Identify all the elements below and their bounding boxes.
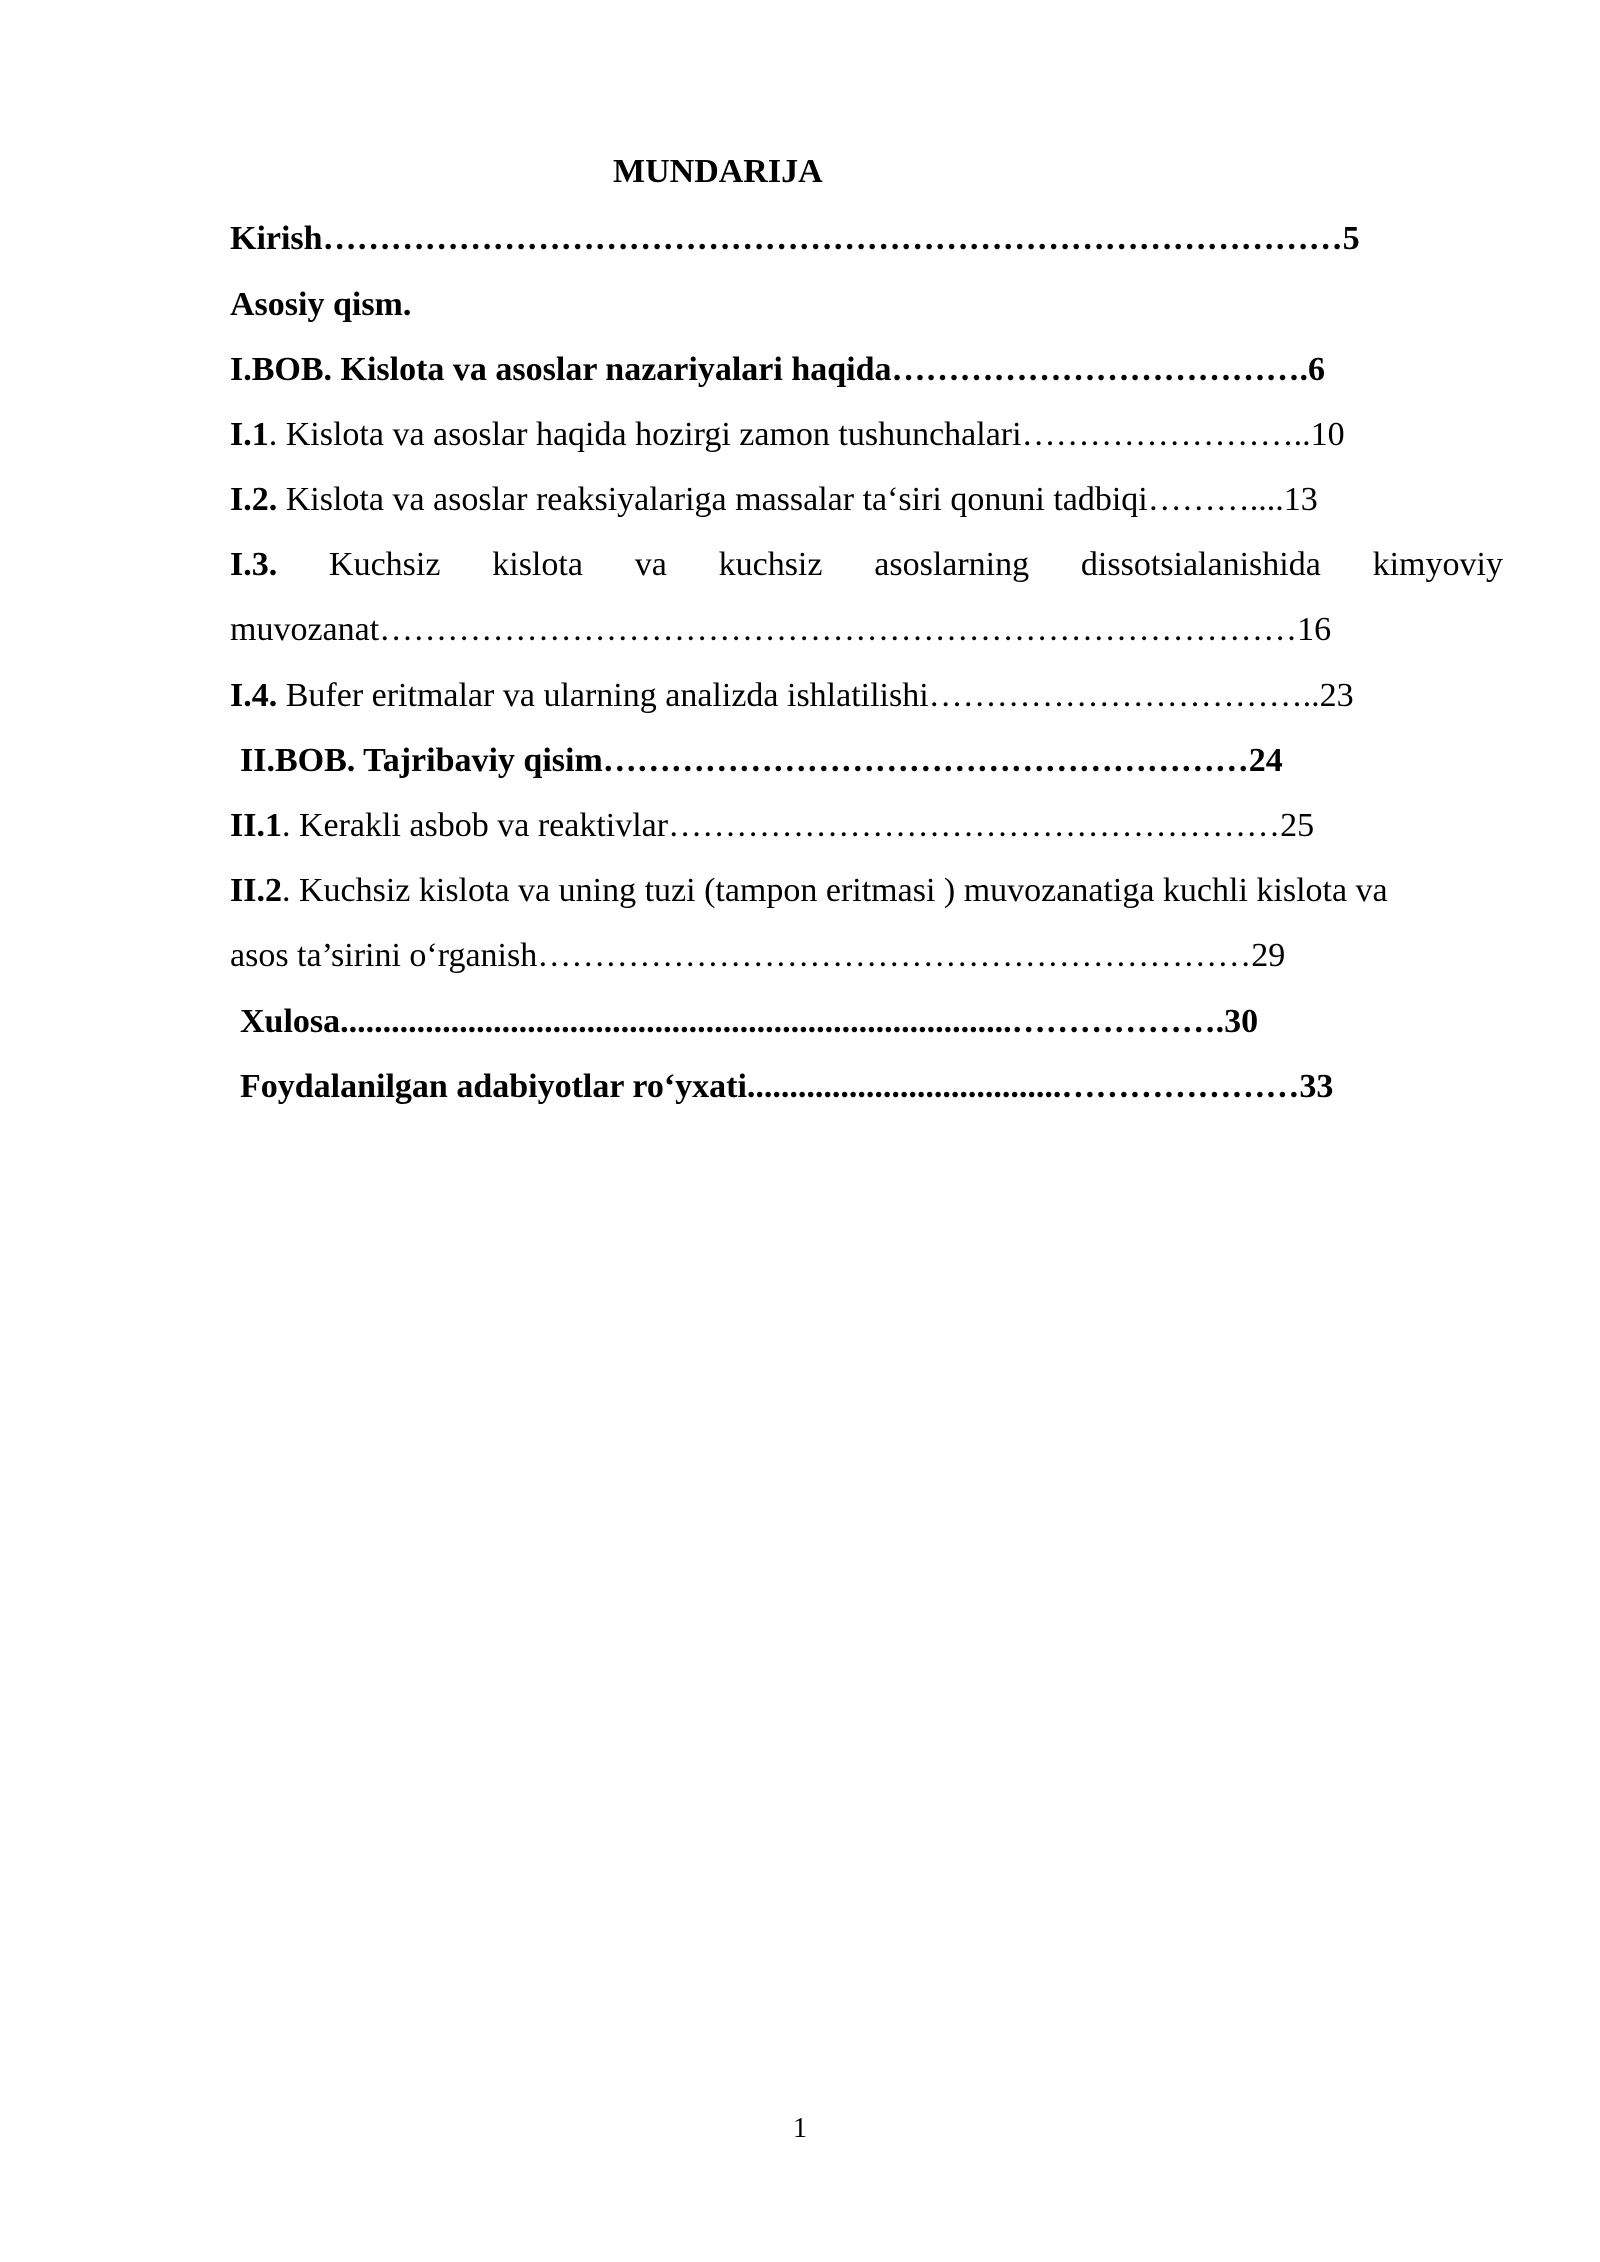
section-title: . Kerakli asbob va reaktivlar………………………………………………25 [281,807,1315,844]
toc-entry-section-1-3-continued: muvozanat………………………………………………………………………16 [230,611,1332,648]
section-title: Kislota va asoslar reaksiyalariga massalar taʻsiri qonuni tadbiqi………....13 [277,481,1318,518]
toc-entry-kirish: Kirish………………………………………………………………………………5 [230,220,1360,257]
toc-entry-adabiyotlar: Foydalanilgan adabiyotlar roʻyxati.....................................…………………33 [240,1068,1334,1105]
section-number: I.4. [230,677,278,714]
toc-entry-section-1-4 [230,674,1354,718]
toc-entry-chapter-2: II.BOB. Tajribaviy qisim…………………………………………………24 [240,742,1283,779]
section-title-word: kuchsiz [718,546,823,583]
section-title-word: kimyoviy [1372,546,1503,583]
page-number: 1 [793,2113,807,2144]
section-title-word: va [634,546,667,583]
section-title: . Kuchsiz kislota va uning tuzi (tampon eritmasi ) muvozanatiga kuchli kislota va [281,872,1388,909]
section-number: I.3. [230,546,278,583]
section-number: I.2. [230,481,278,518]
section-title-word: kislota [492,546,583,583]
toc-entry-section-2-2 [230,869,1388,913]
section-title: . Kislota va asoslar haqida hozirgi zamon tushunchalari……………………..10 [268,416,1345,453]
toc-entry-section-1-3 [230,543,1503,587]
section-title-word: dissotsialanishida [1080,546,1321,583]
section-title-word: Kuchsiz [329,546,441,583]
section-title-word: asoslarning [874,546,1030,583]
section-number: I.1 [230,416,269,453]
toc-entry-section-1-2 [230,478,1318,522]
section-title: Bufer eritmalar va ularning analizda ishlatilishi……………………………..23 [277,677,1354,714]
toc-entry-xulosa: Xulosa...............................................................................……………….30 [240,1003,1259,1040]
toc-entry-section-2-2-continued: asos ta’sirini oʻrganish………………………………………………………29 [230,937,1286,974]
section-number: II.1 [230,807,282,844]
section-number: II.2 [230,872,282,909]
toc-entry-section-2-1 [230,804,1314,848]
toc-entry-section-1-1 [230,413,1345,457]
toc-entry-chapter-1: I.BOB. Kislota va asoslar nazariyalari haqida……………………………….6 [230,351,1326,388]
toc-entry-asosiy-qism: Asosiy qism. [230,286,412,323]
page-title: MUNDARIJA [613,153,823,190]
